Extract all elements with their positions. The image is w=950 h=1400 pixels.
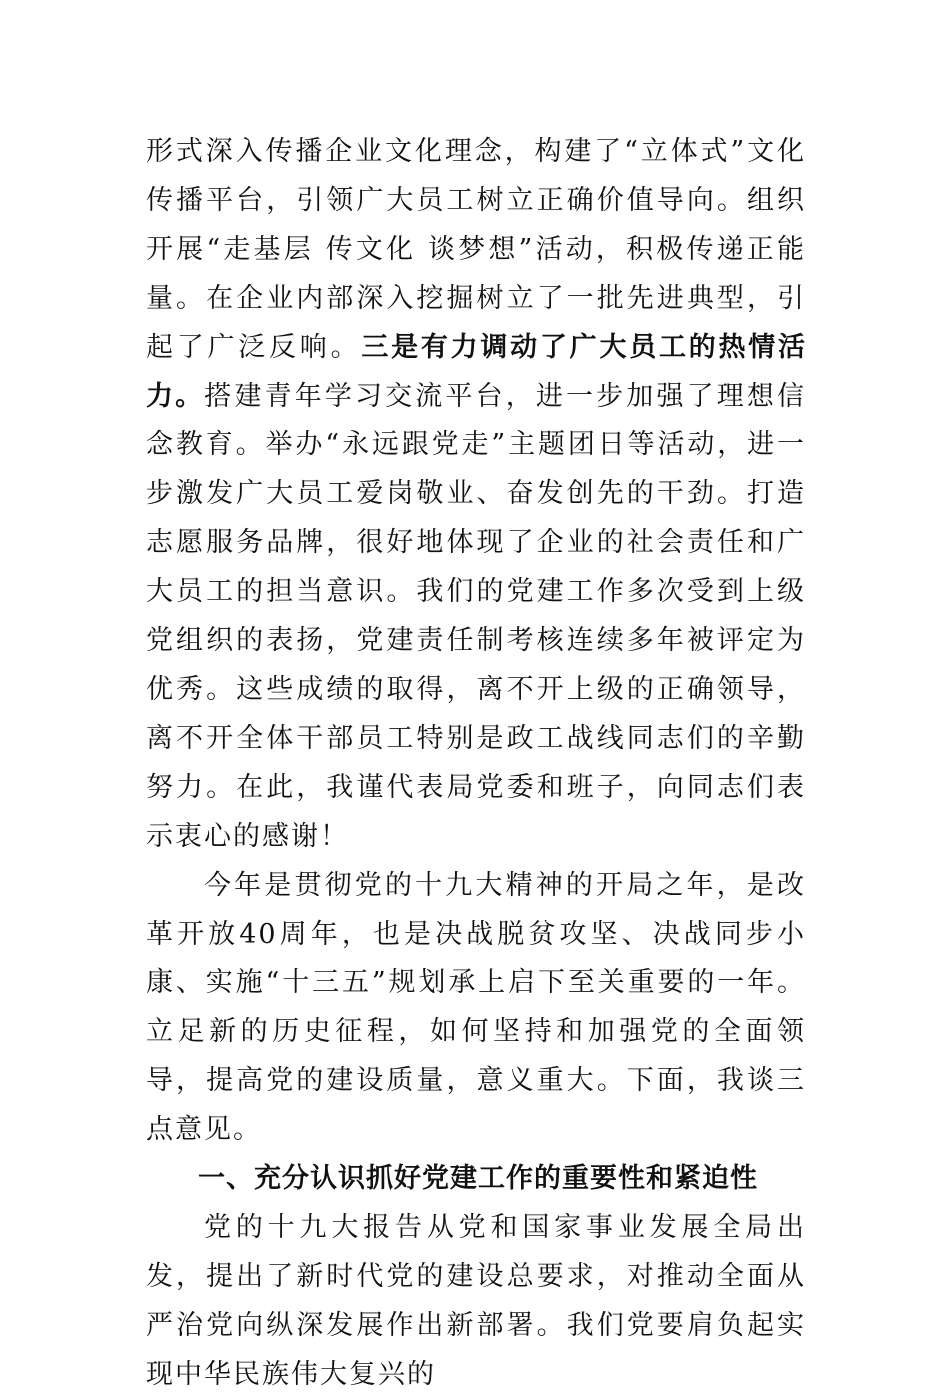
body-paragraph-3: 党的十九大报告从党和国家事业发展全局出发，提出了新时代党的建设总要求，对推动全面从严治党向纵深发展作出新部署。我们党要肩负起实现中华民族伟大复兴的 xyxy=(146,1211,806,1390)
paragraph-1-text-b: 搭建青年学习交流平台，进一步加强了理想信念教育。举办“永远跟党走”主题团日等活动，进一步激发广大员工爱岗敬业、奋发创先的干劲。打造志愿服务品牌，很好地体现了企业的社会责任和广大员工的担当意识。我们的党建工作多次受到上级党组织的表扬，党建责任制考核连续多年被评定为优秀。这些成绩的取得，离不开上级的正确领导，离不开全体干部员工特别是政工战线同志们的辛勤努力。在此，我谨代表局党委和班子，向同志们表示衷心的感谢！ xyxy=(146,380,807,852)
document-body xyxy=(146,128,806,1400)
body-paragraph-1 xyxy=(146,128,806,862)
paragraph-1-text-a: 形式深入传播企业文化理念，构建了“立体式”文化传播平台，引领广大员工树立正确价值导向。组织开展“走基层 传文化 谈梦想”活动，积极传递正能量。在企业内部深入挖掘树立了一批先进典型，引起了广泛反响。 xyxy=(146,136,806,363)
section-heading-1: 一、充分认识抓好党建工作的重要性和紧迫性 xyxy=(198,1163,758,1195)
paragraph-1-bold-phrase: 三是有力调动了广大员工的热情活力。 xyxy=(146,331,807,412)
body-paragraph-2: 今年是贯彻党的十九大精神的开局之年，是改革开放40周年，也是决战脱贫攻坚、决战同步小康、实施“十三五”规划承上启下至关重要的一年。立足新的历史征程，如何坚持和加强党的全面领导，提高党的建设质量，意义重大。下面，我谈三点意见。 xyxy=(146,869,806,1146)
